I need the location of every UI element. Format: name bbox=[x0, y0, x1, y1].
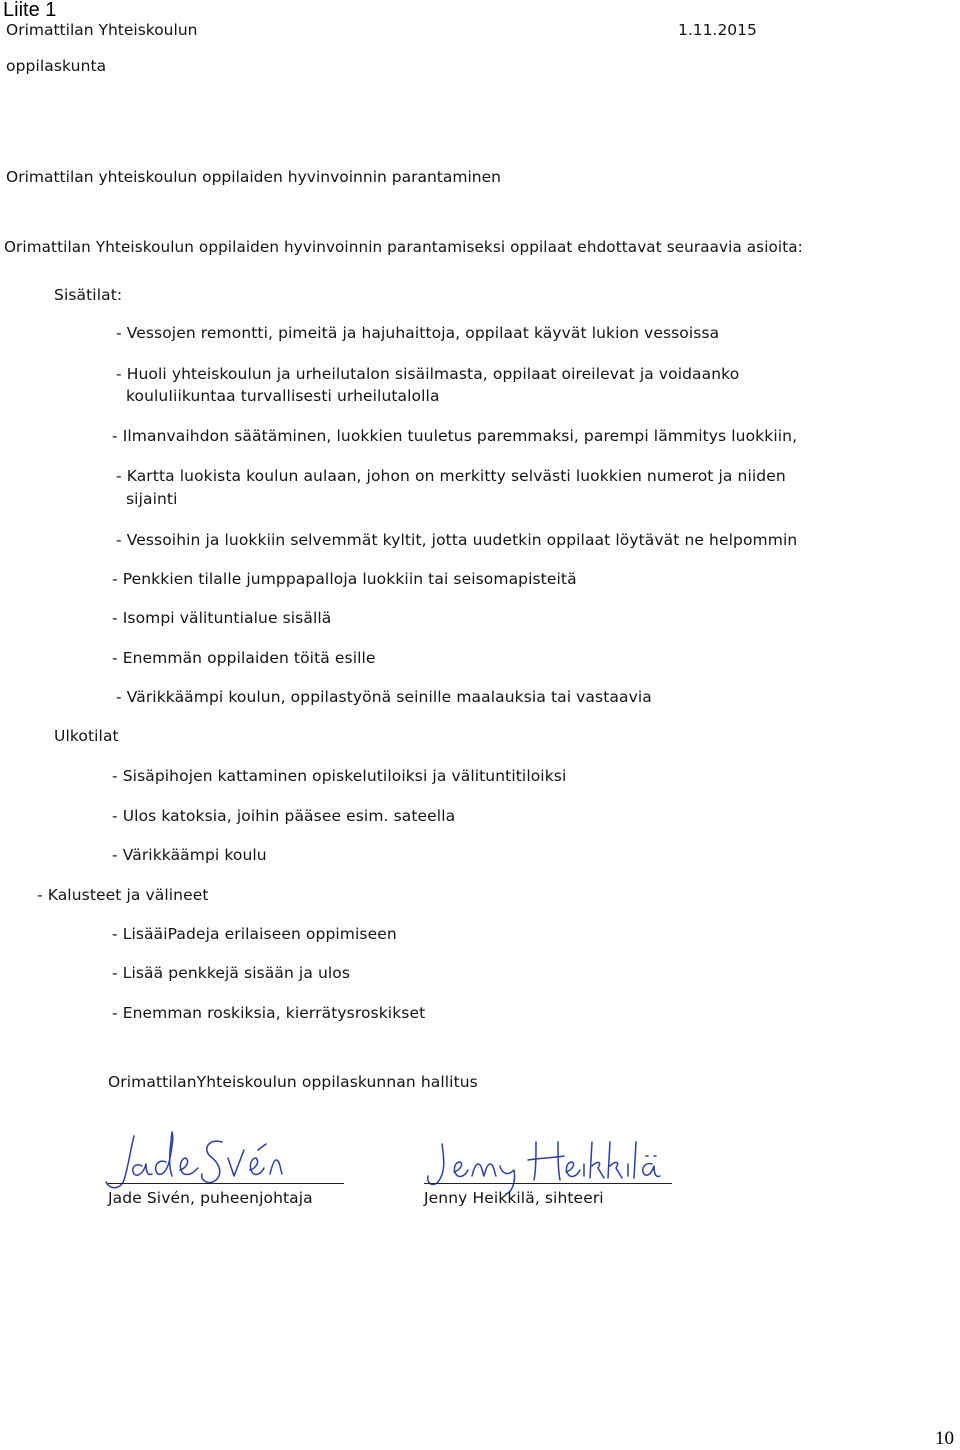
list-item: - Värikkäämpi koulu bbox=[112, 846, 267, 864]
list-item: - Penkkien tilalle jumppapalloja luokkiin tai seisomapisteitä bbox=[112, 570, 577, 588]
section-heading-equipment: - Kalusteet ja välineet bbox=[37, 886, 209, 904]
header-school: Orimattilan Yhteiskoulun bbox=[6, 21, 198, 39]
list-item: - Sisäpihojen kattaminen opiskelutiloiksi ja välituntitiloiksi bbox=[112, 767, 567, 785]
signature-line bbox=[424, 1183, 672, 1184]
list-item-continuation: kouluIiikuntaa turvallisesti urheilutalolla bbox=[126, 387, 440, 405]
appendix-label: Liite 1 bbox=[3, 0, 57, 21]
header-date: 1.11.2015 bbox=[678, 21, 757, 39]
section-heading-indoor: Sisätilat: bbox=[54, 286, 123, 304]
intro-text: Orimattilan Yhteiskoulun oppilaiden hyvinvoinnin parantamiseksi oppilaat ehdottavat seuraavia asioita: bbox=[4, 238, 803, 256]
list-item: - Vessoihin ja luokkiin selvemmät kyltit, jotta uudetkin oppilaat löytävät ne helpommin bbox=[116, 531, 798, 549]
signature-jenny bbox=[424, 1136, 664, 1196]
signatory-1: Jade Sivén, puheenjohtaja bbox=[108, 1189, 313, 1207]
list-item: - Isompi välituntialue sisällä bbox=[112, 609, 332, 627]
signature-jade bbox=[100, 1128, 310, 1198]
page-number: 10 bbox=[935, 1428, 954, 1449]
list-item: - Ilmanvaihdon säätäminen, luokkien tuuletus paremmaksi, parempi lämmitys luokkiin, bbox=[112, 427, 798, 445]
list-item: - Enemmän oppilaiden töitä esille bbox=[112, 649, 376, 667]
signatory-2: Jenny Heikkilä, sihteeri bbox=[424, 1189, 604, 1207]
list-item: - Lisää penkkejä sisään ja ulos bbox=[112, 964, 351, 982]
signature-line bbox=[108, 1183, 344, 1184]
list-item-continuation: sijainti bbox=[126, 490, 178, 508]
page-title: Orimattilan yhteiskoulun oppilaiden hyvinvoinnin parantaminen bbox=[6, 168, 501, 186]
section-heading-outdoor: Ulkotilat bbox=[54, 727, 119, 745]
list-item: - Huoli yhteiskoulun ja urheilutalon sisäilmasta, oppilaat oireilevat ja voidaanko bbox=[116, 365, 740, 383]
list-item: - Vessojen remontti, pimeitä ja hajuhaittoja, oppilaat käyvät lukion vessoissa bbox=[116, 324, 720, 342]
list-item: - Kartta luokista koulun aulaan, johon on merkitty selvästi luokkien numerot ja niiden bbox=[116, 467, 786, 485]
header-body: oppilaskunta bbox=[6, 57, 107, 75]
list-item: - Enemman roskiksia, kierrätysroskikset bbox=[112, 1004, 426, 1022]
list-item: - Ulos katoksia, joihin pääsee esim. sateella bbox=[112, 807, 456, 825]
list-item: - LisääiPadeja erilaiseen oppimiseen bbox=[112, 925, 397, 943]
list-item: - Värikkäämpi koulun, oppilastyönä seinille maalauksia tai vastaavia bbox=[116, 688, 652, 706]
closing-text: OrimattilanYhteiskoulun oppilaskunnan hallitus bbox=[108, 1073, 478, 1091]
